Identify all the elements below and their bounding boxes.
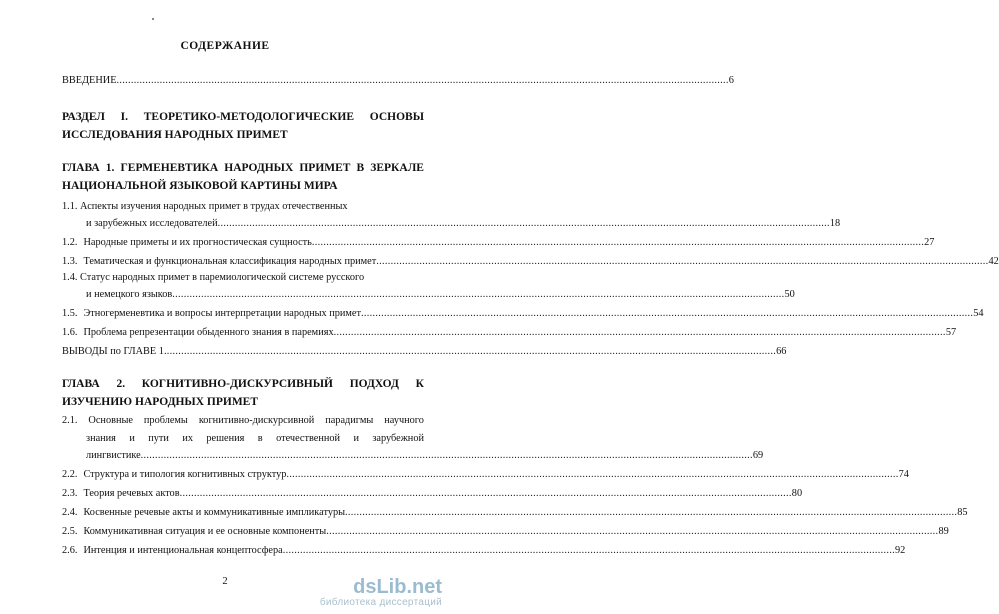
toc-page-number: 74 (898, 469, 909, 480)
toc-word: научного (384, 415, 424, 426)
heading-word: 2. (116, 378, 126, 390)
toc-page-number: 80 (791, 488, 803, 499)
toc-entry-number: 2.4. (62, 507, 78, 518)
toc-entry-1-4-line-1[interactable] (62, 270, 424, 285)
chapter-heading-line-2: ИЗУЧЕНИЮ НАРОДНЫХ ПРИМЕТ (62, 396, 259, 408)
toc-entry-label: Народные приметы и их прогностическая сущность (83, 237, 312, 248)
toc-entry-label: Аспекты изучения народных примет в трудах отечественных (80, 201, 348, 212)
toc-entry-number: 1.3. (62, 256, 78, 267)
toc-word: и (129, 433, 135, 444)
toc-entry-number: 1.6. (62, 327, 78, 338)
toc-word: зарубежной (372, 433, 424, 444)
toc-entry-2-4[interactable] (62, 505, 968, 520)
toc-entry-number: 1.2. (62, 237, 78, 248)
toc-entry-2-1-line-1[interactable] (62, 413, 424, 428)
watermark-logo: dsLib.net (353, 576, 442, 598)
toc-entry-label: лингвистике (86, 450, 141, 461)
toc-entry-1-5[interactable] (62, 306, 984, 321)
heading-word: НАРОДНЫХ (224, 162, 294, 174)
toc-entry-1-6[interactable] (62, 325, 957, 340)
section-heading-line-1 (62, 108, 424, 126)
toc-entry-label: Интенция и интенциональная концептосфера (83, 545, 283, 556)
heading-word: ЗЕРКАЛЕ (370, 162, 424, 174)
chapter-heading-line-1 (62, 159, 424, 177)
toc-leader-dots: ..................................................................................................................................................................................................................... (163, 346, 777, 357)
toc-entry-number: 1.1. (62, 201, 78, 212)
toc-word: пути (148, 433, 169, 444)
toc-entry-label: Коммуникативная ситуация и ее основные компоненты (83, 526, 327, 537)
toc-word: знания (86, 433, 116, 444)
toc-word: Основные (88, 415, 133, 426)
heading-word: К (415, 378, 424, 390)
page-title: СОДЕРЖАНИЕ (180, 40, 270, 52)
toc-entry-label: и зарубежных исследователей (86, 218, 218, 229)
toc-leader-dots: ..................................................................................................................................................................................................................... (179, 488, 792, 499)
toc-leader-dots: ..................................................................................................................................................................................................................... (172, 289, 785, 300)
toc-leader-dots: ..................................................................................................................................................................................................................... (311, 237, 925, 248)
heading-word: ГЕРМЕНЕВТИКА (120, 162, 219, 174)
toc-entry-label: Статус народных примет в паремиологической системе русского (80, 272, 365, 283)
toc-entry-number: 1.5. (62, 308, 78, 319)
toc-entry-2-1-line-2[interactable] (86, 431, 424, 446)
toc-leader-dots: ..................................................................................................................................................................................................................... (286, 469, 899, 480)
toc-page-number: 27 (924, 237, 935, 248)
toc-page-number: 57 (945, 327, 957, 338)
toc-entry-label: Проблема репрезентации обыденного знания в паремиях (83, 327, 334, 338)
toc-entry-number: 2.5. (62, 526, 78, 537)
toc-leader-dots: ..................................................................................................................................................................................................................... (217, 218, 830, 229)
toc-page-number: 92 (894, 545, 906, 556)
toc-leader-dots: ..................................................................................................................................................................................................................... (345, 507, 958, 518)
toc-leader-dots: ..................................................................................................................................................................................................................... (282, 545, 895, 556)
toc-leader-dots: ..................................................................................................................................................................................................................... (326, 526, 939, 537)
toc-word: проблемы (143, 415, 188, 426)
toc-entry-1-1[interactable] (86, 216, 841, 231)
toc-entry-label: Теория речевых актов (83, 488, 180, 499)
toc-page-number: 85 (957, 507, 968, 518)
toc-leader-dots: ..................................................................................................................................................................................................................... (333, 327, 946, 338)
toc-entry-label: ВВЕДЕНИЕ (62, 75, 117, 86)
chapter-1-heading[interactable] (62, 159, 424, 195)
toc-entry-number: 2.1. (62, 415, 78, 426)
heading-word: ГЛАВА (62, 378, 100, 390)
toc-entry-number: 1.4. (62, 272, 78, 283)
page-number: 2 (222, 576, 228, 587)
toc-word: отечественной (276, 433, 341, 444)
toc-entry-number: 2.2. (62, 469, 78, 480)
toc-entry-number: 2.6. (62, 545, 78, 556)
toc-page-number: 54 (973, 308, 984, 319)
heading-word: 1. (105, 162, 115, 174)
toc-entry-2-2[interactable] (62, 467, 909, 482)
watermark-subtitle: библиотека диссертаций (319, 597, 442, 608)
toc-entry-1-1-line-1[interactable] (62, 199, 424, 214)
heading-word: ПРИМЕТ (299, 162, 351, 174)
section-heading-line-2: ИССЛЕДОВАНИЯ НАРОДНЫХ ПРИМЕТ (62, 129, 288, 141)
toc-entry-label: ВЫВОДЫ по ГЛАВЕ 1 (62, 346, 164, 357)
toc-word: их (182, 433, 193, 444)
toc-entry-1-3[interactable] (62, 254, 999, 269)
chapter-heading-line-1 (62, 375, 424, 393)
toc-entry-label: и немецкого языков (86, 289, 173, 300)
toc-leader-dots: ..................................................................................................................................................................................................................... (376, 256, 989, 267)
toc-page-number: 6 (728, 75, 734, 86)
scan-speck (152, 18, 154, 20)
toc-word: в (257, 433, 263, 444)
toc-entry-label: Тематическая и функциональная классификация народных примет (83, 256, 377, 267)
heading-word: ПОДХОД (349, 378, 399, 390)
toc-entry-label: Структура и типология когнитивных структур (83, 469, 287, 480)
chapter-2-heading[interactable] (62, 375, 424, 411)
toc-entry-2-5[interactable] (62, 524, 949, 539)
toc-page-number: 66 (776, 346, 787, 357)
toc-word: когнитивно-дискурсивной (198, 415, 315, 426)
chapter-heading-line-2: НАЦИОНАЛЬНОЙ ЯЗЫКОВОЙ КАРТИНЫ МИРА (62, 180, 338, 192)
toc-page-number: 89 (938, 526, 949, 537)
toc-entry-2-6[interactable] (62, 543, 906, 558)
toc-word: парадигмы (325, 415, 374, 426)
toc-page-number: 50 (784, 289, 795, 300)
toc-word: решения (206, 433, 245, 444)
heading-word: КОГНИТИВНО-ДИСКУРСИВНЫЙ (141, 378, 333, 390)
toc-entry-label: Косвенные речевые акты и коммуникативные импликатуры (83, 507, 346, 518)
toc-leader-dots: ..................................................................................................................................................................................................................... (116, 75, 729, 86)
heading-word: ОСНОВЫ (369, 111, 424, 123)
heading-word: РАЗДЕЛ (62, 111, 105, 123)
toc-page-number: 18 (829, 218, 841, 229)
toc-leader-dots: ..................................................................................................................................................................................................................... (360, 308, 974, 319)
toc-leader-dots: ..................................................................................................................................................................................................................... (140, 450, 753, 461)
toc-page-number: 42 (988, 256, 999, 267)
toc-entry-number: 2.3. (62, 488, 78, 499)
toc-page-number: 69 (752, 450, 764, 461)
heading-word: ГЛАВА (62, 162, 100, 174)
toc-entry-label: Этногерменевтика и вопросы интерпретации народных примет (83, 308, 361, 319)
toc-entry-intro[interactable] (62, 73, 734, 88)
section-heading[interactable] (62, 108, 424, 144)
toc-entry-1-4[interactable] (86, 287, 795, 302)
heading-word: ТЕОРЕТИКО-МЕТОДОЛОГИЧЕСКИЕ (143, 111, 355, 123)
toc-entry-2-1[interactable] (86, 448, 764, 463)
toc-word: и (353, 433, 359, 444)
toc-entry-2-3[interactable] (62, 486, 803, 501)
heading-word: I. (120, 111, 129, 123)
toc-entry-conclusion-1[interactable] (62, 344, 787, 359)
watermark (320, 577, 442, 608)
heading-word: В (356, 162, 365, 174)
toc-entry-1-2[interactable] (62, 235, 935, 250)
